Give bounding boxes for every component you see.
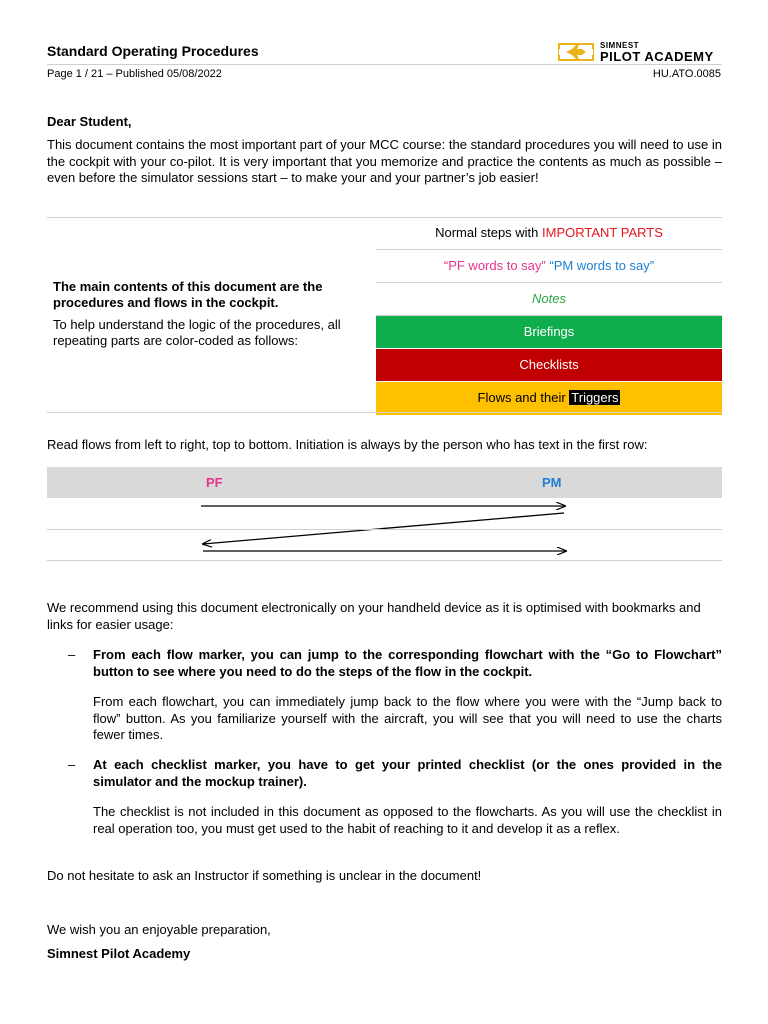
legend-rows <box>376 217 722 415</box>
header-divider <box>47 64 722 65</box>
page-info: Page 1 / 21 – Published 05/08/2022 <box>47 68 222 80</box>
legend-description-text: To help understand the logic of the procedures, all repeating parts are color-coded as follows: <box>53 317 341 348</box>
legend-row-words <box>376 250 722 283</box>
bullet-checklist-marker-bold: At each checklist marker, you have to get your printed checklist (or the ones provided in the simulator and the mockup trainer). <box>93 757 722 789</box>
greeting: Dear Student, <box>47 114 132 129</box>
legend-flows-text: Flows and their <box>477 390 570 405</box>
bullet-dash: – <box>68 757 76 772</box>
bullet-dash: – <box>68 647 76 662</box>
logo-plane-icon <box>558 43 594 61</box>
logo-text-top: SIMNEST <box>600 41 640 50</box>
legend-triggers-text: Triggers <box>571 390 619 405</box>
legend-row-normal <box>376 217 722 250</box>
flow-row-divider <box>47 529 722 530</box>
legend-important-text: IMPORTANT PARTS <box>542 225 663 240</box>
color-legend <box>47 217 722 413</box>
flow-example-header <box>47 467 722 498</box>
bullet-checklist-marker-text: The checklist is not included in this document as opposed to the flowcharts. As you will use the checklist in real operation too, you must get used to the habit of reaching to it and develop it as a reflex. <box>93 804 722 836</box>
flow-instruction: Read flows from left to right, top to bottom. Initiation is always by the person who has text in the first row: <box>47 437 648 452</box>
signature: Simnest Pilot Academy <box>47 946 191 961</box>
legend-normal-text: Normal steps with <box>435 225 543 240</box>
closing-wish: We wish you an enjoyable preparation, <box>47 922 271 937</box>
logo-text-bottom: PILOT ACADEMY <box>600 49 714 64</box>
bullet-flow-marker-bold: From each flow marker, you can jump to the corresponding flowchart with the “Go to Flowchart” button to see where you need to do the steps of the flow in the cockpit. <box>93 647 722 679</box>
legend-row-checklists <box>376 349 722 382</box>
flow-table-bottom-rule <box>47 560 722 561</box>
recommend-paragraph: We recommend using this document electronically on your handheld device as it is optimised with bookmarks and links for easier usage: <box>47 600 701 632</box>
legend-row-flows <box>376 382 722 415</box>
document-title: Standard Operating Procedures <box>47 43 259 59</box>
document-code: HU.ATO.0085 <box>652 68 721 80</box>
legend-notes-text: Notes <box>532 291 566 306</box>
pm-column-label: PM <box>542 475 562 490</box>
legend-row-notes <box>376 283 722 316</box>
pf-column-label: PF <box>206 475 223 490</box>
legend-row-briefings <box>376 316 722 349</box>
bullet-flow-marker-text: From each flowchart, you can immediately jump back to the flow where you were with the “Jump back to flow” button. As you familiarize yourself with the aircraft, you will see that you will need to use the charts fewer times. <box>93 694 722 742</box>
intro-paragraph: This document contains the most important part of your MCC course: the standard procedures you will need to use in the cockpit with your co-pilot. It is very important that you memorize and practice the contents as much as possible – even before the simulator sessions start – to make your and your partner’s job easier! <box>47 137 722 185</box>
closing-line: Do not hesitate to ask an Instructor if something is unclear in the document! <box>47 868 482 883</box>
legend-bottom-rule <box>47 412 722 413</box>
legend-description-bold: The main contents of this document are the procedures and flows in the cockpit. <box>53 279 323 310</box>
simnest-logo <box>558 41 724 63</box>
legend-briefings-text: Briefings <box>523 324 575 339</box>
legend-checklists-text: Checklists <box>519 357 579 372</box>
legend-pm-words: “PM words to say” <box>549 258 655 273</box>
legend-pf-words: “PF words to say” <box>443 258 546 273</box>
flow-example-table <box>47 467 722 561</box>
legend-description <box>53 279 353 349</box>
